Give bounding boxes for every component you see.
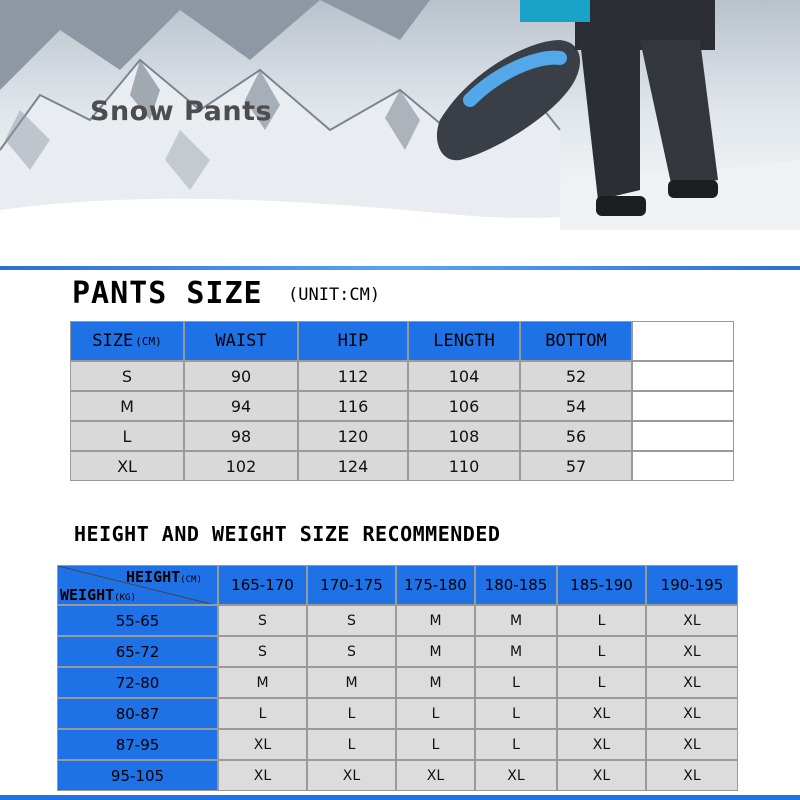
recommended-size-cell: S [307, 636, 396, 667]
hero-title: Snow Pants [90, 96, 273, 127]
bottom-divider [0, 795, 800, 800]
height-range-header: 180-185 [475, 565, 557, 605]
header-blank-cell [632, 321, 734, 361]
weight-range-cell: 65-72 [57, 636, 218, 667]
measurement-cell: 108 [408, 421, 520, 451]
measurement-cell: 112 [298, 361, 408, 391]
blank-cell [632, 361, 734, 391]
blank-cell [632, 421, 734, 451]
recommended-size-cell: M [475, 636, 557, 667]
recommended-size-cell: XL [396, 760, 475, 791]
recommendation-table [57, 565, 738, 791]
recommended-size-cell: XL [557, 698, 646, 729]
recommended-size-cell: XL [218, 760, 307, 791]
weight-range-cell: 55-65 [57, 605, 218, 636]
recommended-size-cell: XL [646, 698, 738, 729]
measurement-cell: 102 [184, 451, 298, 481]
measurement-cell: 110 [408, 451, 520, 481]
size-table-header [70, 321, 734, 361]
size-cell: XL [70, 451, 184, 481]
recommended-size-cell: XL [646, 729, 738, 760]
recommended-size-cell: L [307, 698, 396, 729]
height-range-header: 165-170 [218, 565, 307, 605]
recommendation-title: HEIGHT AND WEIGHT SIZE RECOMMENDED [74, 522, 501, 546]
size-header-cell [70, 321, 184, 361]
measurement-cell: 56 [520, 421, 632, 451]
recommended-size-cell: M [396, 636, 475, 667]
recommended-size-cell: XL [218, 729, 307, 760]
size-cell: S [70, 361, 184, 391]
recommended-size-cell: L [475, 698, 557, 729]
recommended-size-cell: XL [646, 760, 738, 791]
measurement-cell: 104 [408, 361, 520, 391]
hero-banner [0, 0, 800, 268]
recommended-size-cell: S [218, 605, 307, 636]
measurement-cell: 116 [298, 391, 408, 421]
size-cell: L [70, 421, 184, 451]
height-weight-corner [57, 565, 218, 605]
size-header-unit: (CM) [135, 334, 162, 348]
recommended-size-cell: M [396, 667, 475, 698]
recommended-size-cell: M [307, 667, 396, 698]
column-header-hip: HIP [298, 321, 408, 361]
weight-label-text: WEIGHT [60, 586, 115, 604]
snow-mountain-illustration [0, 0, 800, 268]
recommended-size-cell: L [218, 698, 307, 729]
recommendation-row [57, 605, 738, 636]
height-range-header: 185-190 [557, 565, 646, 605]
size-table-row [70, 361, 734, 391]
weight-range-cell: 72-80 [57, 667, 218, 698]
recommended-size-cell: L [475, 729, 557, 760]
weight-axis-label [60, 586, 136, 604]
hero-divider [0, 266, 800, 270]
recommendation-row [57, 760, 738, 791]
measurement-cell: 120 [298, 421, 408, 451]
height-range-header: 170-175 [307, 565, 396, 605]
pants-size-table [70, 321, 734, 481]
recommended-size-cell: S [218, 636, 307, 667]
column-header-waist: WAIST [184, 321, 298, 361]
recommendation-header [57, 565, 738, 605]
height-axis-label [126, 568, 202, 586]
recommended-size-cell: L [396, 698, 475, 729]
recommended-size-cell: XL [557, 729, 646, 760]
size-table-row [70, 451, 734, 481]
height-range-header: 175-180 [396, 565, 475, 605]
recommended-size-cell: L [557, 636, 646, 667]
measurement-cell: 106 [408, 391, 520, 421]
recommended-size-cell: XL [646, 667, 738, 698]
measurement-cell: 90 [184, 361, 298, 391]
unit-label: (UNIT:CM) [288, 285, 381, 305]
weight-range-cell: 80-87 [57, 698, 218, 729]
recommended-size-cell: M [475, 605, 557, 636]
recommended-size-cell: M [218, 667, 307, 698]
recommended-size-cell: L [475, 667, 557, 698]
recommended-size-cell: XL [557, 760, 646, 791]
height-label-text: HEIGHT [126, 568, 181, 586]
height-unit-text: (CM) [180, 575, 202, 585]
recommended-size-cell: L [557, 605, 646, 636]
size-table-row [70, 391, 734, 421]
recommendation-row [57, 729, 738, 760]
measurement-cell: 54 [520, 391, 632, 421]
column-header-bottom: BOTTOM [520, 321, 632, 361]
size-table-row [70, 421, 734, 451]
recommended-size-cell: XL [646, 605, 738, 636]
measurement-cell: 94 [184, 391, 298, 421]
recommended-size-cell: L [557, 667, 646, 698]
weight-unit-text: (KG) [114, 593, 136, 603]
measurement-cell: 98 [184, 421, 298, 451]
blank-cell [632, 451, 734, 481]
measurement-cell: 124 [298, 451, 408, 481]
height-range-header: 190-195 [646, 565, 738, 605]
pants-size-title: PANTS SIZE [72, 276, 263, 311]
recommended-size-cell: L [396, 729, 475, 760]
recommended-size-cell: M [396, 605, 475, 636]
recommended-size-cell: L [307, 729, 396, 760]
recommendation-row [57, 667, 738, 698]
size-cell: M [70, 391, 184, 421]
weight-range-cell: 87-95 [57, 729, 218, 760]
recommendation-row [57, 698, 738, 729]
blank-cell [632, 391, 734, 421]
recommended-size-cell: XL [307, 760, 396, 791]
measurement-cell: 52 [520, 361, 632, 391]
recommended-size-cell: S [307, 605, 396, 636]
recommendation-row [57, 636, 738, 667]
size-header-label: SIZE [92, 331, 134, 351]
column-header-length: LENGTH [408, 321, 520, 361]
weight-range-cell: 95-105 [57, 760, 218, 791]
recommended-size-cell: XL [646, 636, 738, 667]
recommended-size-cell: XL [475, 760, 557, 791]
measurement-cell: 57 [520, 451, 632, 481]
